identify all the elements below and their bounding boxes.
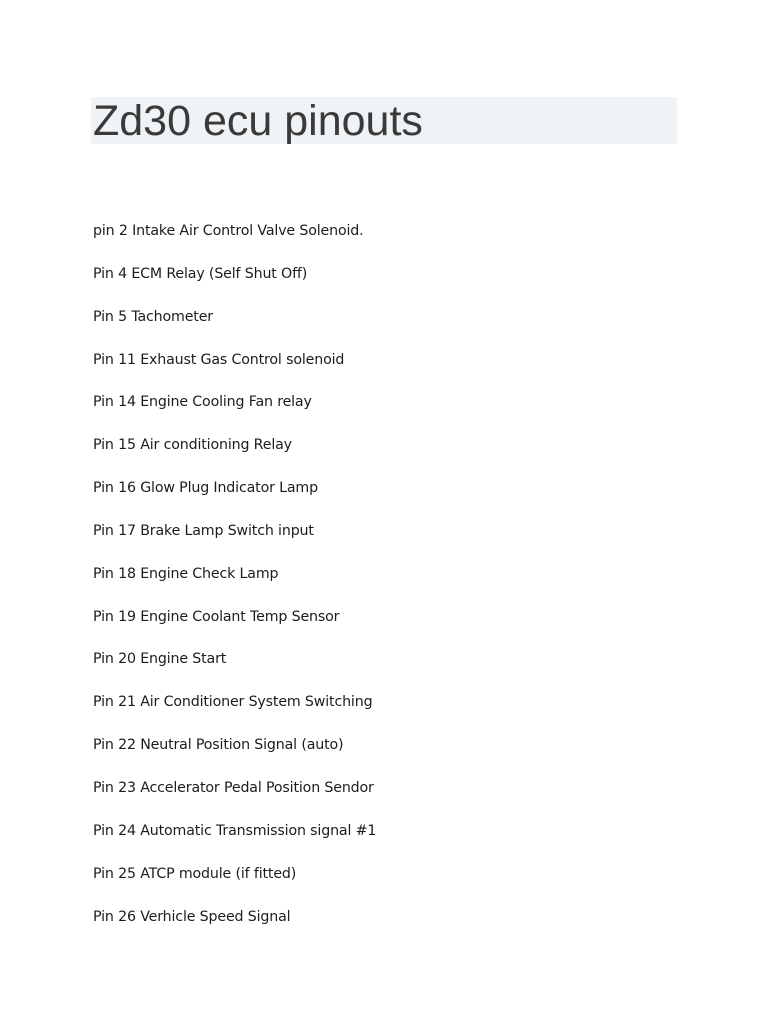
pin-list [93,221,673,949]
pin-item: Pin 25 ATCP module (if fitted) [93,865,297,882]
pin-item: Pin 21 Air Conditioner System Switching [93,694,373,711]
page-title: Zd30 ecu pinouts [93,97,423,145]
pin-item: Pin 26 Verhicle Speed Signal [93,908,291,925]
pin-item: Pin 4 ECM Relay (Self Shut Off) [93,265,308,282]
pin-item: Pin 20 Engine Start [93,651,227,668]
pin-item: Pin 15 Air conditioning Relay [93,437,292,454]
pin-item: Pin 11 Exhaust Gas Control solenoid [93,351,345,368]
pin-item: Pin 23 Accelerator Pedal Position Sendor [93,779,374,796]
title-banner [91,97,677,144]
pin-item: Pin 19 Engine Coolant Temp Sensor [93,608,340,625]
pin-item: Pin 5 Tachometer [93,308,213,325]
pin-item: Pin 17 Brake Lamp Switch input [93,522,314,539]
pin-item: Pin 22 Neutral Position Signal (auto) [93,737,344,754]
pin-item: pin 2 Intake Air Control Valve Solenoid. [93,223,364,239]
pin-item: Pin 14 Engine Cooling Fan relay [93,394,312,411]
pin-item: Pin 18 Engine Check Lamp [93,565,279,582]
pin-item: Pin 24 Automatic Transmission signal #1 [93,822,377,839]
pin-item: Pin 16 Glow Plug Indicator Lamp [93,480,318,497]
